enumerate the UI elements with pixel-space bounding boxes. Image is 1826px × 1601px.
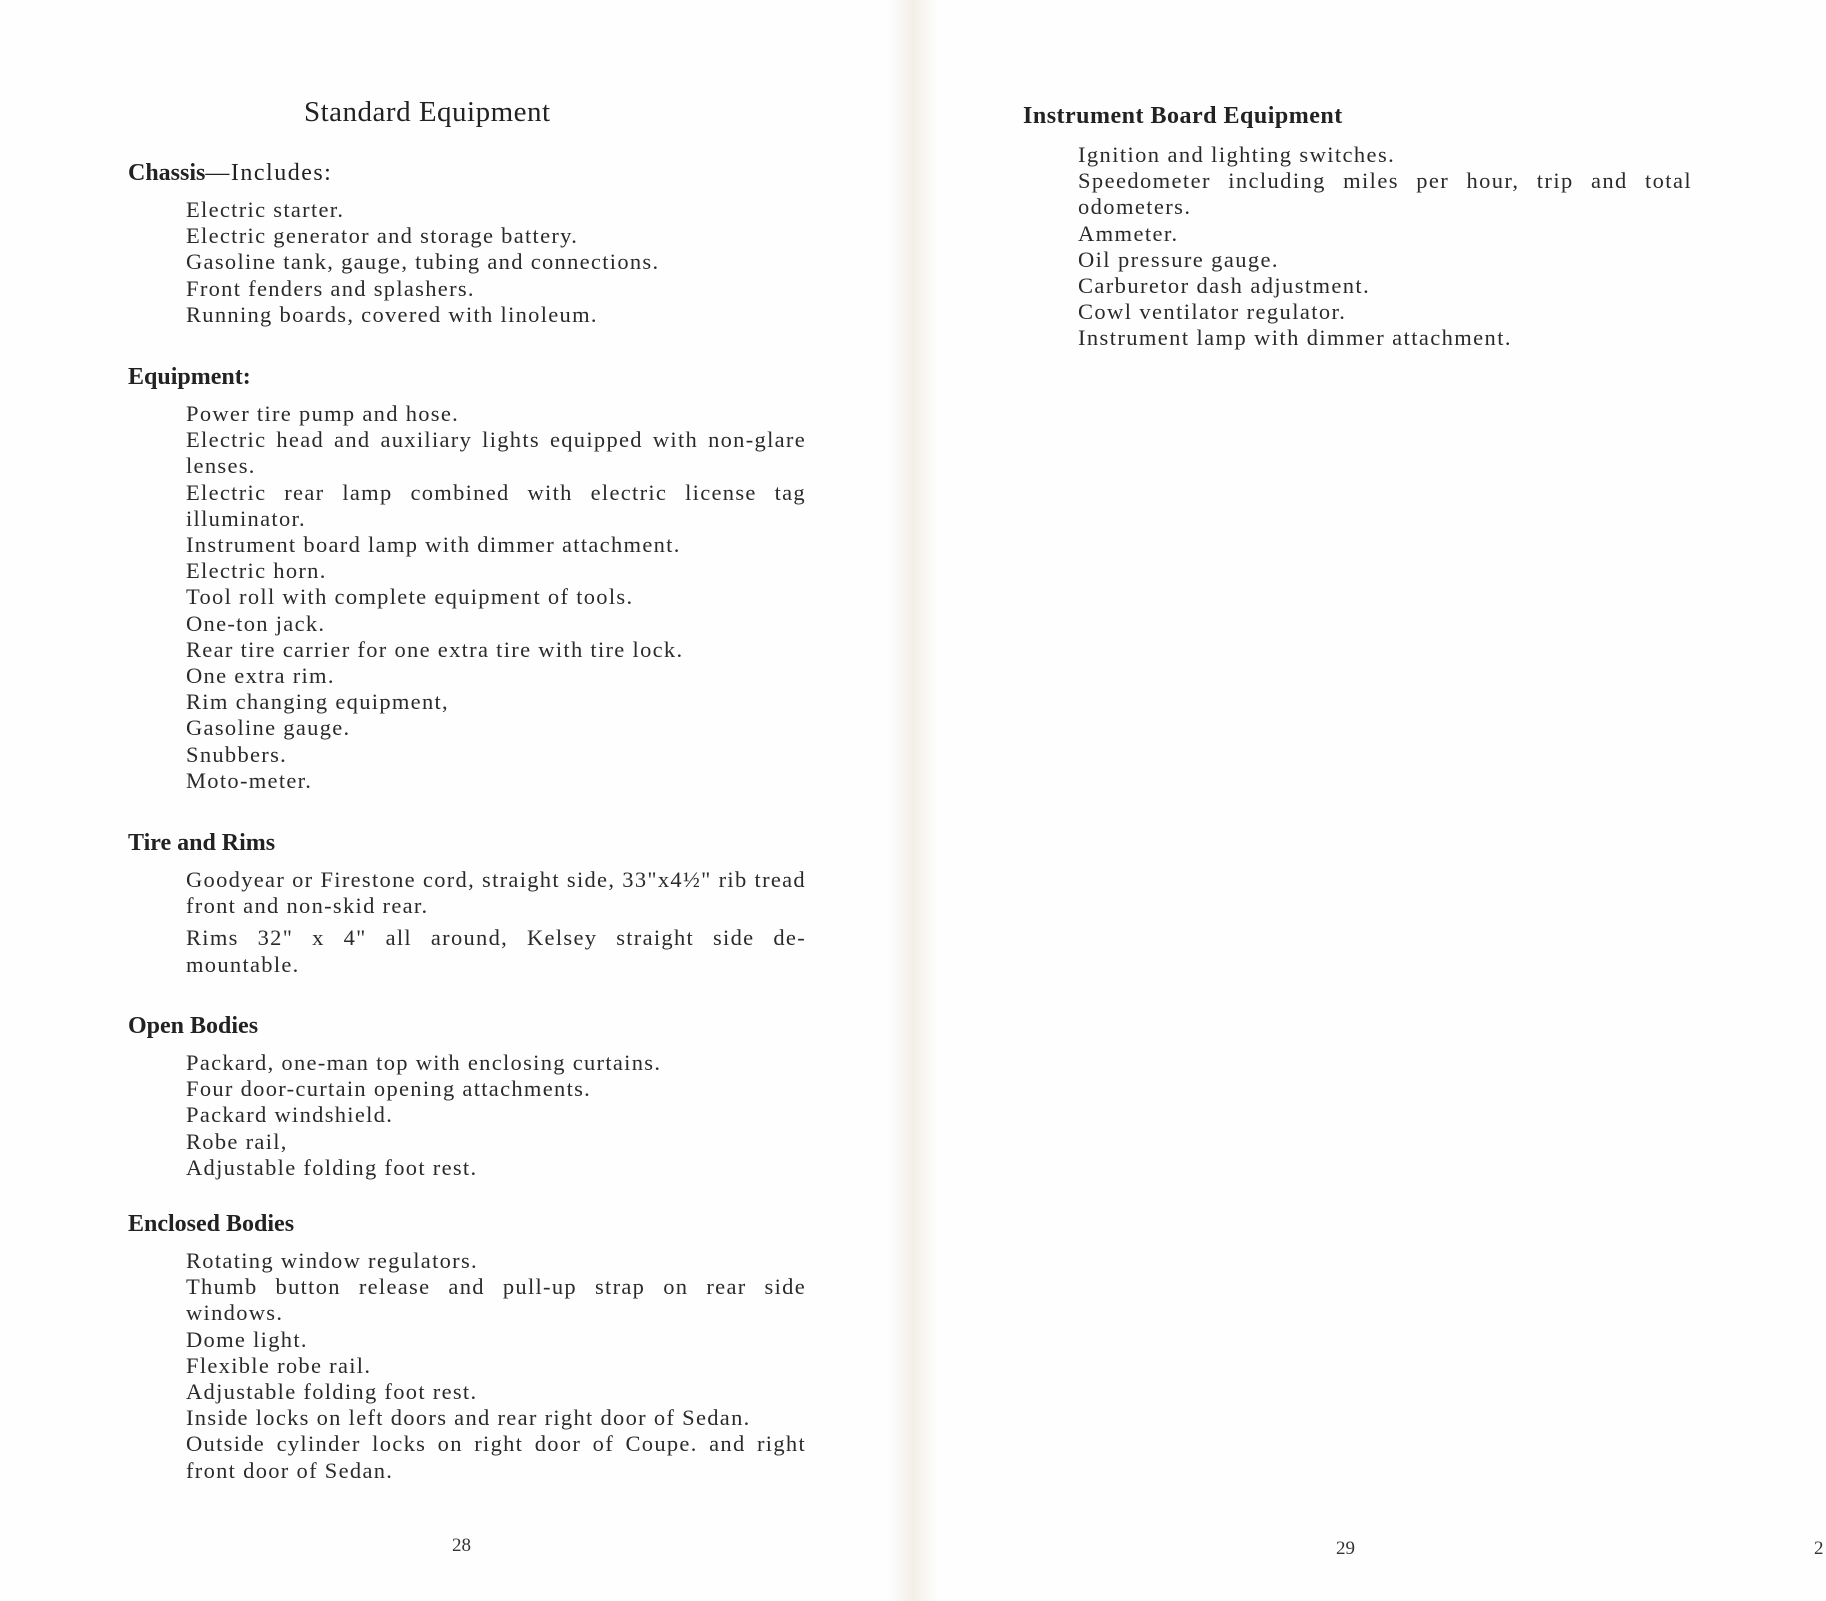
item-list <box>186 867 806 978</box>
section-tire-and-rims <box>128 830 818 984</box>
list-item: Electric generator and storage battery. <box>186 223 579 249</box>
list-item: Power tire pump and hose. <box>186 401 460 426</box>
list-item: Tool roll with complete equipment of tools. <box>186 584 634 610</box>
section-heading: Tire and Rims <box>128 830 276 856</box>
list-item: Flexible robe rail. <box>186 1352 372 1378</box>
list-item: Ammeter. <box>1078 220 1179 246</box>
page-number: 28 <box>452 1535 471 1556</box>
section-heading: Open Bodies <box>128 1013 259 1039</box>
item-list <box>186 1248 806 1484</box>
list-item: Electric starter. <box>186 197 345 222</box>
section-heading-text: Chassis <box>128 160 206 186</box>
page-title: Standard Equipment <box>304 96 551 128</box>
list-item: Oil pressure gauge. <box>1078 246 1279 272</box>
list-item: Front fenders and splashers. <box>186 275 475 301</box>
list-item: Goodyear or Firestone cord, straight side, 33"x4½" rib tread front and non-skid rear. <box>186 867 806 919</box>
list-item: Gasoline gauge. <box>186 715 351 741</box>
list-item: Rim changing equipment, <box>186 689 449 715</box>
section-enclosed-bodies <box>128 1211 818 1484</box>
list-item: One extra rim. <box>186 663 335 689</box>
list-item: Thumb button release and pull-up strap on rear side windows. <box>186 1274 806 1326</box>
left-page <box>0 0 900 1601</box>
item-list <box>186 401 806 794</box>
section-heading-suffix: —Includes: <box>205 160 333 186</box>
section-equipment <box>128 364 818 794</box>
section-heading: Equipment: <box>128 364 251 390</box>
list-item: Carburetor dash adjustment. <box>1078 273 1371 299</box>
list-item: Speedometer including miles per hour, trip and total odometers. <box>1078 168 1692 220</box>
list-item: Adjustable folding foot rest. <box>186 1154 478 1180</box>
list-item: Rear tire carrier for one extra tire with tire lock. <box>186 636 684 662</box>
item-list <box>1078 142 1692 352</box>
list-item: Inside locks on left doors and rear right door of Sedan. <box>186 1405 751 1431</box>
item-list <box>186 197 806 328</box>
list-item: Gasoline tank, gauge, tubing and connections. <box>186 249 660 275</box>
list-item: Electric head and auxiliary lights equipped with non-glare lenses. <box>186 427 806 479</box>
list-item: Electric horn. <box>186 558 327 584</box>
list-item: Instrument board lamp with dimmer attachment. <box>186 532 681 558</box>
list-item: Dome light. <box>186 1326 308 1352</box>
item-list <box>186 1050 806 1181</box>
list-item: Packard windshield. <box>186 1102 394 1128</box>
section-heading <box>128 160 818 187</box>
list-item: Adjustable folding foot rest. <box>186 1379 478 1405</box>
list-item: Cowl ventilator regulator. <box>1078 299 1347 325</box>
section-open-bodies <box>128 1013 818 1181</box>
list-item: Ignition and lighting switches. <box>1078 142 1396 167</box>
list-item: Packard, one-man top with enclosing curtains. <box>186 1050 662 1075</box>
list-item: Outside cylinder locks on right door of Coupe. and right front door of Sedan. <box>186 1431 806 1483</box>
page-number: 29 <box>1336 1538 1355 1559</box>
list-item: Rotating window regulators. <box>186 1248 478 1273</box>
edge-page-number: 2 <box>1814 1538 1824 1559</box>
list-item: Electric rear lamp combined with electric license tag illuminator. <box>186 479 806 531</box>
list-item: Four door-curtain opening attachments. <box>186 1076 592 1102</box>
section-heading-instrument-board: Instrument Board Equipment <box>1023 103 1343 129</box>
list-item: Rims 32" x 4" all around, Kelsey straight side de-mountable. <box>186 925 806 977</box>
list-item: Instrument lamp with dimmer attachment. <box>1078 325 1512 351</box>
list-item: Moto-meter. <box>186 767 313 793</box>
section-heading: Enclosed Bodies <box>128 1211 295 1237</box>
list-item: Snubbers. <box>186 741 288 767</box>
section-chassis <box>128 160 818 328</box>
list-item: Robe rail, <box>186 1128 288 1154</box>
list-item: Running boards, covered with linoleum. <box>186 301 598 327</box>
list-item: One-ton jack. <box>186 610 326 636</box>
